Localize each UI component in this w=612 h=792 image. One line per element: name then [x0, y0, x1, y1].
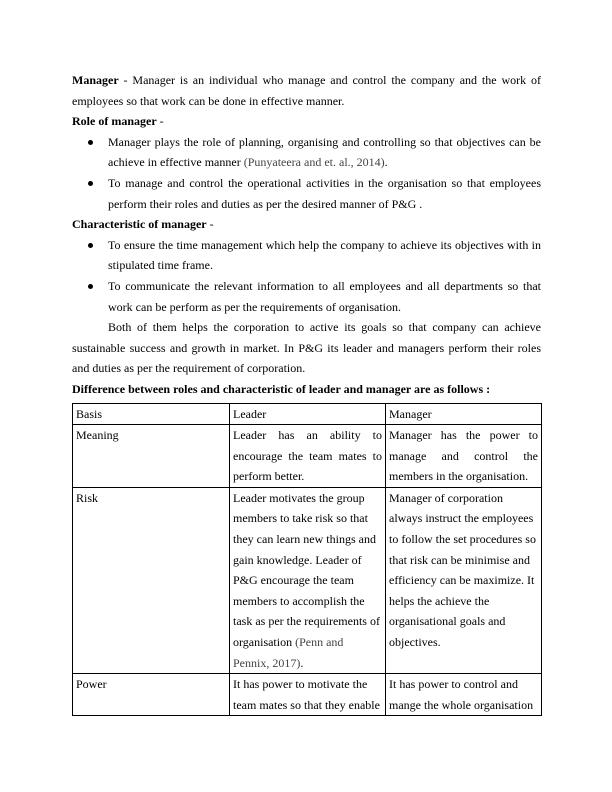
characteristic-item-text: To communicate the relevant information to all employees and all departments so that work can be perform as per the requirements of organisation.: [108, 278, 541, 314]
table-row: [73, 674, 542, 716]
role-item-end: .: [384, 155, 388, 170]
list-item: [72, 173, 541, 214]
cell-basis: Power: [73, 674, 230, 716]
cell-leader-text: Leader motivates the group members to take risk so that they can learn new things and gain knowledge. Leader of P&G encourage the team members to accomplish the task as per the requirements of organisation: [233, 490, 380, 650]
cell-leader: Leader has an ability to encourage the team mates to perform better.: [230, 425, 386, 488]
citation: (Punyateera and et. al., 2014): [243, 155, 385, 170]
characteristic-heading-line: [72, 214, 541, 235]
cell-leader: [230, 487, 386, 673]
role-heading-line: [72, 111, 541, 132]
document-page: [72, 70, 541, 716]
list-item: [72, 276, 541, 317]
role-item-text: Manager plays the role of planning, organising and controlling so that objectives can be achieve in effective manner: [108, 134, 541, 170]
role-heading: Role of manager: [72, 114, 157, 129]
table-row: [73, 425, 542, 488]
citation: (Penn and Pennix, 2017): [233, 635, 344, 670]
role-list: [72, 132, 541, 214]
list-item: [72, 132, 541, 173]
header-basis: Basis: [73, 403, 230, 425]
table-row: [73, 487, 542, 673]
role-item-text: To manage and control the operational activities in the organisation so that employees perform their roles and duties as per the desired manner of P&G .: [108, 175, 541, 211]
table-header-row: [73, 403, 542, 425]
bullet-icon: [88, 140, 93, 145]
difference-heading: Difference between roles and characteristic of leader and manager are as follows :: [72, 381, 491, 396]
header-manager: Manager: [386, 403, 542, 425]
header-leader: Leader: [230, 403, 386, 425]
cell-manager: Manager of corporation always instruct the employees to follow the set procedures so that risk can be minimise and efficiency can be maximize. It helps the achieve the organisational goals and objectives.: [386, 487, 542, 673]
cell-manager: Manager has the power to manage and control the members in the organisation.: [386, 425, 542, 488]
bullet-icon: [88, 181, 93, 186]
cell-leader-end: .: [300, 655, 304, 670]
bullet-icon: [88, 243, 93, 248]
role-heading-suffix: -: [156, 114, 164, 129]
cell-basis: Meaning: [73, 425, 230, 488]
comparison-table: [72, 403, 542, 717]
cell-leader: It has power to motivate the team mates so that they enable: [230, 674, 386, 716]
characteristic-item-text: To ensure the time management which help the company to achieve its objectives with in stipulated time frame.: [108, 237, 541, 273]
characteristic-heading: Characteristic of manager: [72, 217, 207, 232]
bullet-icon: [88, 284, 93, 289]
manager-definition: [72, 70, 541, 111]
characteristic-heading-suffix: -: [206, 217, 214, 232]
cell-basis: Risk: [73, 487, 230, 673]
manager-term: Manager: [72, 73, 119, 87]
characteristic-list: [72, 235, 541, 317]
list-item: [72, 235, 541, 276]
cell-manager: It has power to control and mange the whole organisation: [386, 674, 542, 716]
manager-definition-text: - Manager is an individual who manage and control the company and the work of employees so that work can be done in effective manner.: [72, 73, 541, 108]
summary-paragraph: Both of them helps the corporation to active its goals so that company can achieve sustainable success and growth in market. In P&G its leader and managers perform their roles and duties as per the requirement of corporation.: [72, 320, 541, 376]
